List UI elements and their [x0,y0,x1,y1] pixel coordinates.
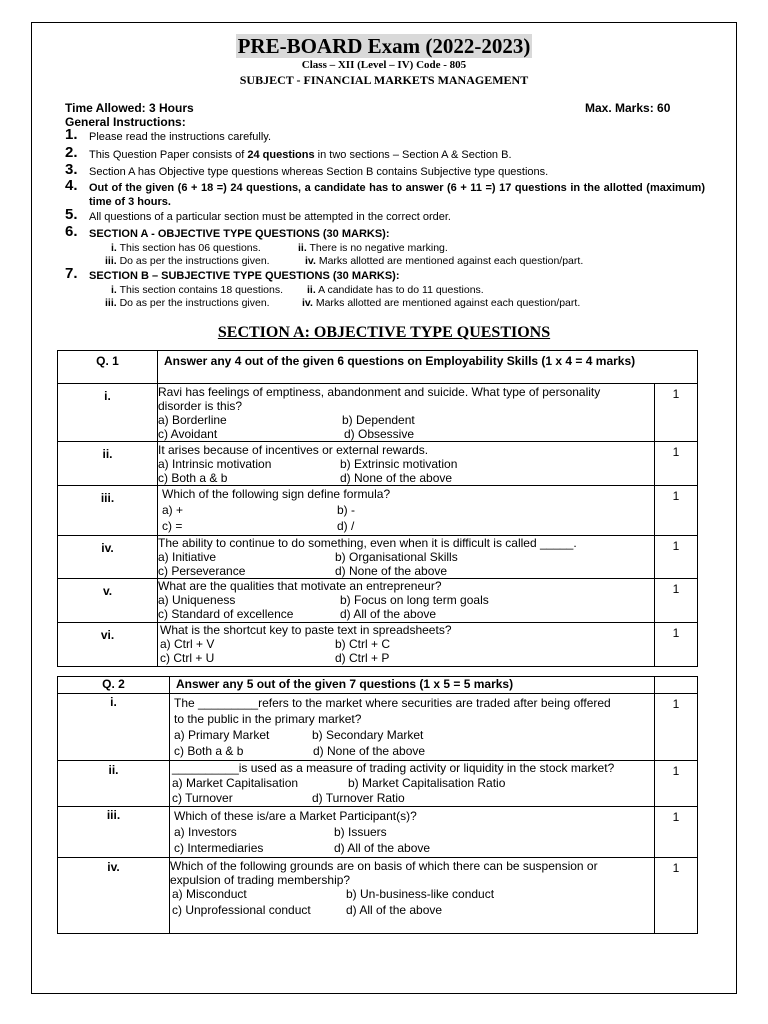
option-row: a) Primary Market b) Secondary Market [174,728,424,742]
option-row: c) Avoidant d) Obsessive [158,427,415,441]
question-body [170,761,655,807]
table-row [58,536,698,579]
item-number: iv. [58,536,158,579]
question-text: Which of the following sign define formula? [162,487,391,501]
question-text: disorder is this? [158,399,243,413]
option-row: c) Turnover d) Turnover Ratio [172,791,405,805]
mark-cell: 1 [655,623,698,667]
item-number: ii. [58,442,158,486]
section-a-title: SECTION A: OBJECTIVE TYPE QUESTIONS [217,324,551,341]
question-text: expulsion of trading membership? [170,873,351,887]
option-row: c) Both a & b d) None of the above [174,744,426,758]
item-number: i. [58,694,170,761]
table-row [58,486,698,536]
question-1-table [57,350,698,667]
option-row: c) Ctrl + U d) Ctrl + P [160,651,390,665]
table-row [58,694,698,761]
question-body [158,623,655,667]
question-text: The _________refers to the market where securities are traded after being offered [174,696,611,710]
item-number: ii. [58,761,170,807]
option-row: c) Perseverance d) None of the above [158,564,448,578]
question-text: The ability to continue to do something, even when it is difficult is called _____. [158,536,577,550]
mark-cell: 1 [655,536,698,579]
option-row: a) + b) - [162,503,355,517]
question-body [158,536,655,579]
mark-cell: 1 [655,858,698,934]
option-row: c) Standard of excellence d) All of the above [158,607,437,621]
table-row [58,442,698,486]
mark-cell-empty [655,677,698,694]
item-number: iii. [58,486,158,536]
option-row: a) Market Capitalisation b) Market Capitalisation Ratio [172,776,506,790]
item-number: iii. [58,807,170,858]
question-1-label: Q. 1 [58,351,158,384]
question-2-table [57,676,698,934]
max-marks: Max. Marks: 60 [585,101,671,115]
option-row: a) Intrinsic motivation b) Extrinsic motivation [158,457,458,471]
question-text: __________is used as a measure of trading activity or liquidity in the stock market? [172,761,615,775]
general-instructions-heading: General Instructions: [65,115,186,129]
class-line: Class – XII (Level – IV) Code - 805 [301,59,467,71]
mark-cell: 1 [655,579,698,623]
question-body [170,858,655,934]
question-text: Which of these is/are a Market Participant(s)? [174,809,417,823]
subject-line: SUBJECT - FINANCIAL MARKETS MANAGEMENT [239,73,529,87]
mark-cell: 1 [655,807,698,858]
question-2-heading: Answer any 5 out of the given 7 questions (1 x 5 = 5 marks) [170,677,655,694]
question-body [158,486,655,536]
option-row: a) Initiative b) Organisational Skills [158,550,458,564]
question-1-header-row [58,351,698,384]
question-body [170,807,655,858]
time-allowed: Time Allowed: 3 Hours [65,101,194,115]
question-text: What are the qualities that motivate an entrepreneur? [158,579,442,593]
question-text: to the public in the primary market? [174,712,362,726]
option-row: c) Unprofessional conduct d) All of the above [172,903,443,917]
question-1-heading: Answer any 4 out of the given 6 questions on Employability Skills (1 x 4 = 4 marks) [158,351,698,384]
item-number: i. [58,384,158,442]
question-body [158,442,655,486]
table-row [58,384,698,442]
option-row: c) Both a & b d) None of the above [158,471,453,485]
table-row [58,623,698,667]
option-row: a) Misconduct b) Un-business-like conduct [172,887,495,901]
option-row: a) Ctrl + V b) Ctrl + C [160,637,391,651]
item-number: iv. [58,858,170,934]
table-row [58,807,698,858]
option-row: c) = d) / [162,519,355,533]
mark-cell: 1 [655,442,698,486]
table-row [58,579,698,623]
table-row [58,761,698,807]
option-row: c) Intermediaries d) All of the above [174,841,431,855]
option-row: a) Investors b) Issuers [174,825,387,839]
mark-cell: 1 [655,694,698,761]
question-2-label: Q. 2 [58,677,170,694]
question-text: Which of the following grounds are on basis of which there can be suspension or [170,859,598,873]
question-text: It arises because of incentives or external rewards. [158,443,429,457]
mark-cell: 1 [655,384,698,442]
question-text: Ravi has feelings of emptiness, abandonment and suicide. What type of personality [158,385,601,399]
item-number: v. [58,579,158,623]
question-text: What is the shortcut key to paste text in spreadsheets? [160,623,452,637]
question-body [158,579,655,623]
mark-cell: 1 [655,761,698,807]
table-row [58,858,698,934]
mark-cell: 1 [655,486,698,536]
question-body [158,384,655,442]
item-number: vi. [58,623,158,667]
option-row: a) Uniqueness b) Focus on long term goals [158,593,489,607]
question-body [170,694,655,761]
exam-title: PRE-BOARD Exam (2022-2023) [237,34,531,58]
question-2-header-row [58,677,698,694]
option-row: a) Borderline b) Dependent [158,413,415,427]
